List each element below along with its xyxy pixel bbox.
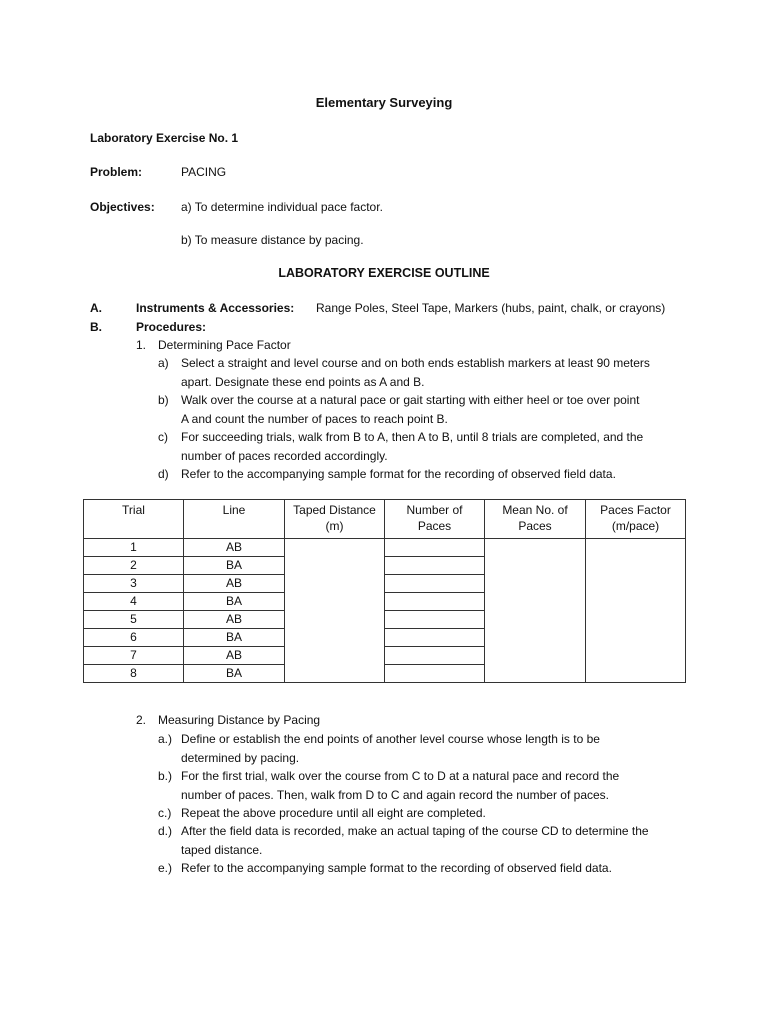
procedure-2-title: Measuring Distance by Pacing bbox=[158, 713, 321, 727]
section-b-letter: B. bbox=[90, 320, 102, 334]
line-cell: AB bbox=[184, 539, 285, 557]
trial-cell: 8 bbox=[84, 665, 184, 683]
procedure-1-number: 1. bbox=[136, 338, 147, 352]
problem-label: Problem: bbox=[90, 165, 143, 179]
step-1a-line-1: Select a straight and level course and on both ends establish markers at least 90 meters bbox=[181, 356, 650, 370]
paces-cell bbox=[385, 557, 485, 575]
field-data-table bbox=[83, 499, 686, 683]
step-2b-marker: b.) bbox=[158, 769, 173, 783]
step-2b-line-1: For the first trial, walk over the course from C to D at a natural pace and record the bbox=[181, 769, 620, 783]
step-2a-marker: a.) bbox=[158, 732, 173, 746]
procedure-1-title: Determining Pace Factor bbox=[158, 338, 291, 352]
paces-cell bbox=[385, 539, 485, 557]
line-cell: BA bbox=[184, 665, 285, 683]
header-number-of-paces: Number of Paces bbox=[385, 500, 485, 539]
step-2d-line-1: After the field data is recorded, make an actual taping of the course CD to determine the bbox=[181, 824, 649, 838]
step-2c-line-1: Repeat the above procedure until all eight are completed. bbox=[181, 806, 486, 820]
step-2e-marker: e.) bbox=[158, 861, 173, 875]
step-1a-line-2: apart. Designate these end points as A and B. bbox=[181, 375, 425, 389]
step-1b-line-1: Walk over the course at a natural pace or gait starting with either heel or toe over point bbox=[181, 393, 640, 407]
header-mean-paces: Mean No. of Paces bbox=[485, 500, 586, 539]
header-trial: Trial bbox=[84, 500, 184, 539]
paces-cell bbox=[385, 665, 485, 683]
line-cell: AB bbox=[184, 647, 285, 665]
table-row bbox=[84, 539, 686, 557]
paces-cell bbox=[385, 629, 485, 647]
objectives-label: Objectives: bbox=[90, 200, 155, 214]
taped-distance-cell bbox=[285, 539, 385, 683]
problem-value: PACING bbox=[181, 165, 227, 179]
line-cell: BA bbox=[184, 593, 285, 611]
section-b-label: Procedures: bbox=[136, 320, 207, 334]
line-cell: BA bbox=[184, 557, 285, 575]
pace-factor-cell bbox=[586, 539, 686, 683]
header-taped-distance: Taped Distance (m) bbox=[285, 500, 385, 539]
step-1d-line-1: Refer to the accompanying sample format for the recording of observed field data. bbox=[181, 467, 616, 481]
step-2d-line-2: taped distance. bbox=[181, 843, 263, 857]
line-cell: AB bbox=[184, 575, 285, 593]
section-a-value: Range Poles, Steel Tape, Markers (hubs, paint, chalk, or crayons) bbox=[316, 301, 666, 315]
objective-a: a) To determine individual pace factor. bbox=[181, 200, 383, 214]
trial-cell: 7 bbox=[84, 647, 184, 665]
step-1b-marker: b) bbox=[158, 393, 169, 407]
trial-cell: 4 bbox=[84, 593, 184, 611]
step-1c-line-2: number of paces recorded accordingly. bbox=[181, 449, 388, 463]
trial-cell: 2 bbox=[84, 557, 184, 575]
header-line: Line bbox=[184, 500, 285, 539]
section-a-letter: A. bbox=[90, 301, 102, 315]
paces-cell bbox=[385, 647, 485, 665]
line-cell: AB bbox=[184, 611, 285, 629]
step-2b-line-2: number of paces. Then, walk from D to C and again record the number of paces. bbox=[181, 788, 610, 802]
mean-paces-cell bbox=[485, 539, 586, 683]
step-1c-line-1: For succeeding trials, walk from B to A, then A to B, until 8 trials are completed, and the bbox=[181, 430, 644, 444]
paces-cell bbox=[385, 611, 485, 629]
trial-cell: 3 bbox=[84, 575, 184, 593]
step-1c-marker: c) bbox=[158, 430, 168, 444]
table-header-row bbox=[84, 500, 686, 539]
objective-b: b) To measure distance by pacing. bbox=[181, 233, 364, 247]
header-pace-factor: Paces Factor (m/pace) bbox=[586, 500, 686, 539]
step-2d-marker: d.) bbox=[158, 824, 173, 838]
step-1d-marker: d) bbox=[158, 467, 169, 481]
step-1a-marker: a) bbox=[158, 356, 169, 370]
step-2a-line-1: Define or establish the end points of another level course whose length is to be bbox=[181, 732, 600, 746]
step-2e-line-1: Refer to the accompanying sample format to the recording of observed field data. bbox=[181, 861, 612, 875]
step-1b-line-2: A and count the number of paces to reach point B. bbox=[181, 412, 448, 426]
step-2c-marker: c.) bbox=[158, 806, 172, 820]
outline-title: LABORATORY EXERCISE OUTLINE bbox=[278, 266, 490, 280]
section-a-label: Instruments & Accessories: bbox=[136, 301, 295, 315]
procedure-2-number: 2. bbox=[136, 713, 147, 727]
exercise-number: Laboratory Exercise No. 1 bbox=[90, 131, 239, 145]
document-title: Elementary Surveying bbox=[315, 95, 453, 110]
trial-cell: 1 bbox=[84, 539, 184, 557]
trial-cell: 5 bbox=[84, 611, 184, 629]
paces-cell bbox=[385, 593, 485, 611]
paces-cell bbox=[385, 575, 485, 593]
step-2a-line-2: determined by pacing. bbox=[181, 751, 300, 765]
line-cell: BA bbox=[184, 629, 285, 647]
trial-cell: 6 bbox=[84, 629, 184, 647]
